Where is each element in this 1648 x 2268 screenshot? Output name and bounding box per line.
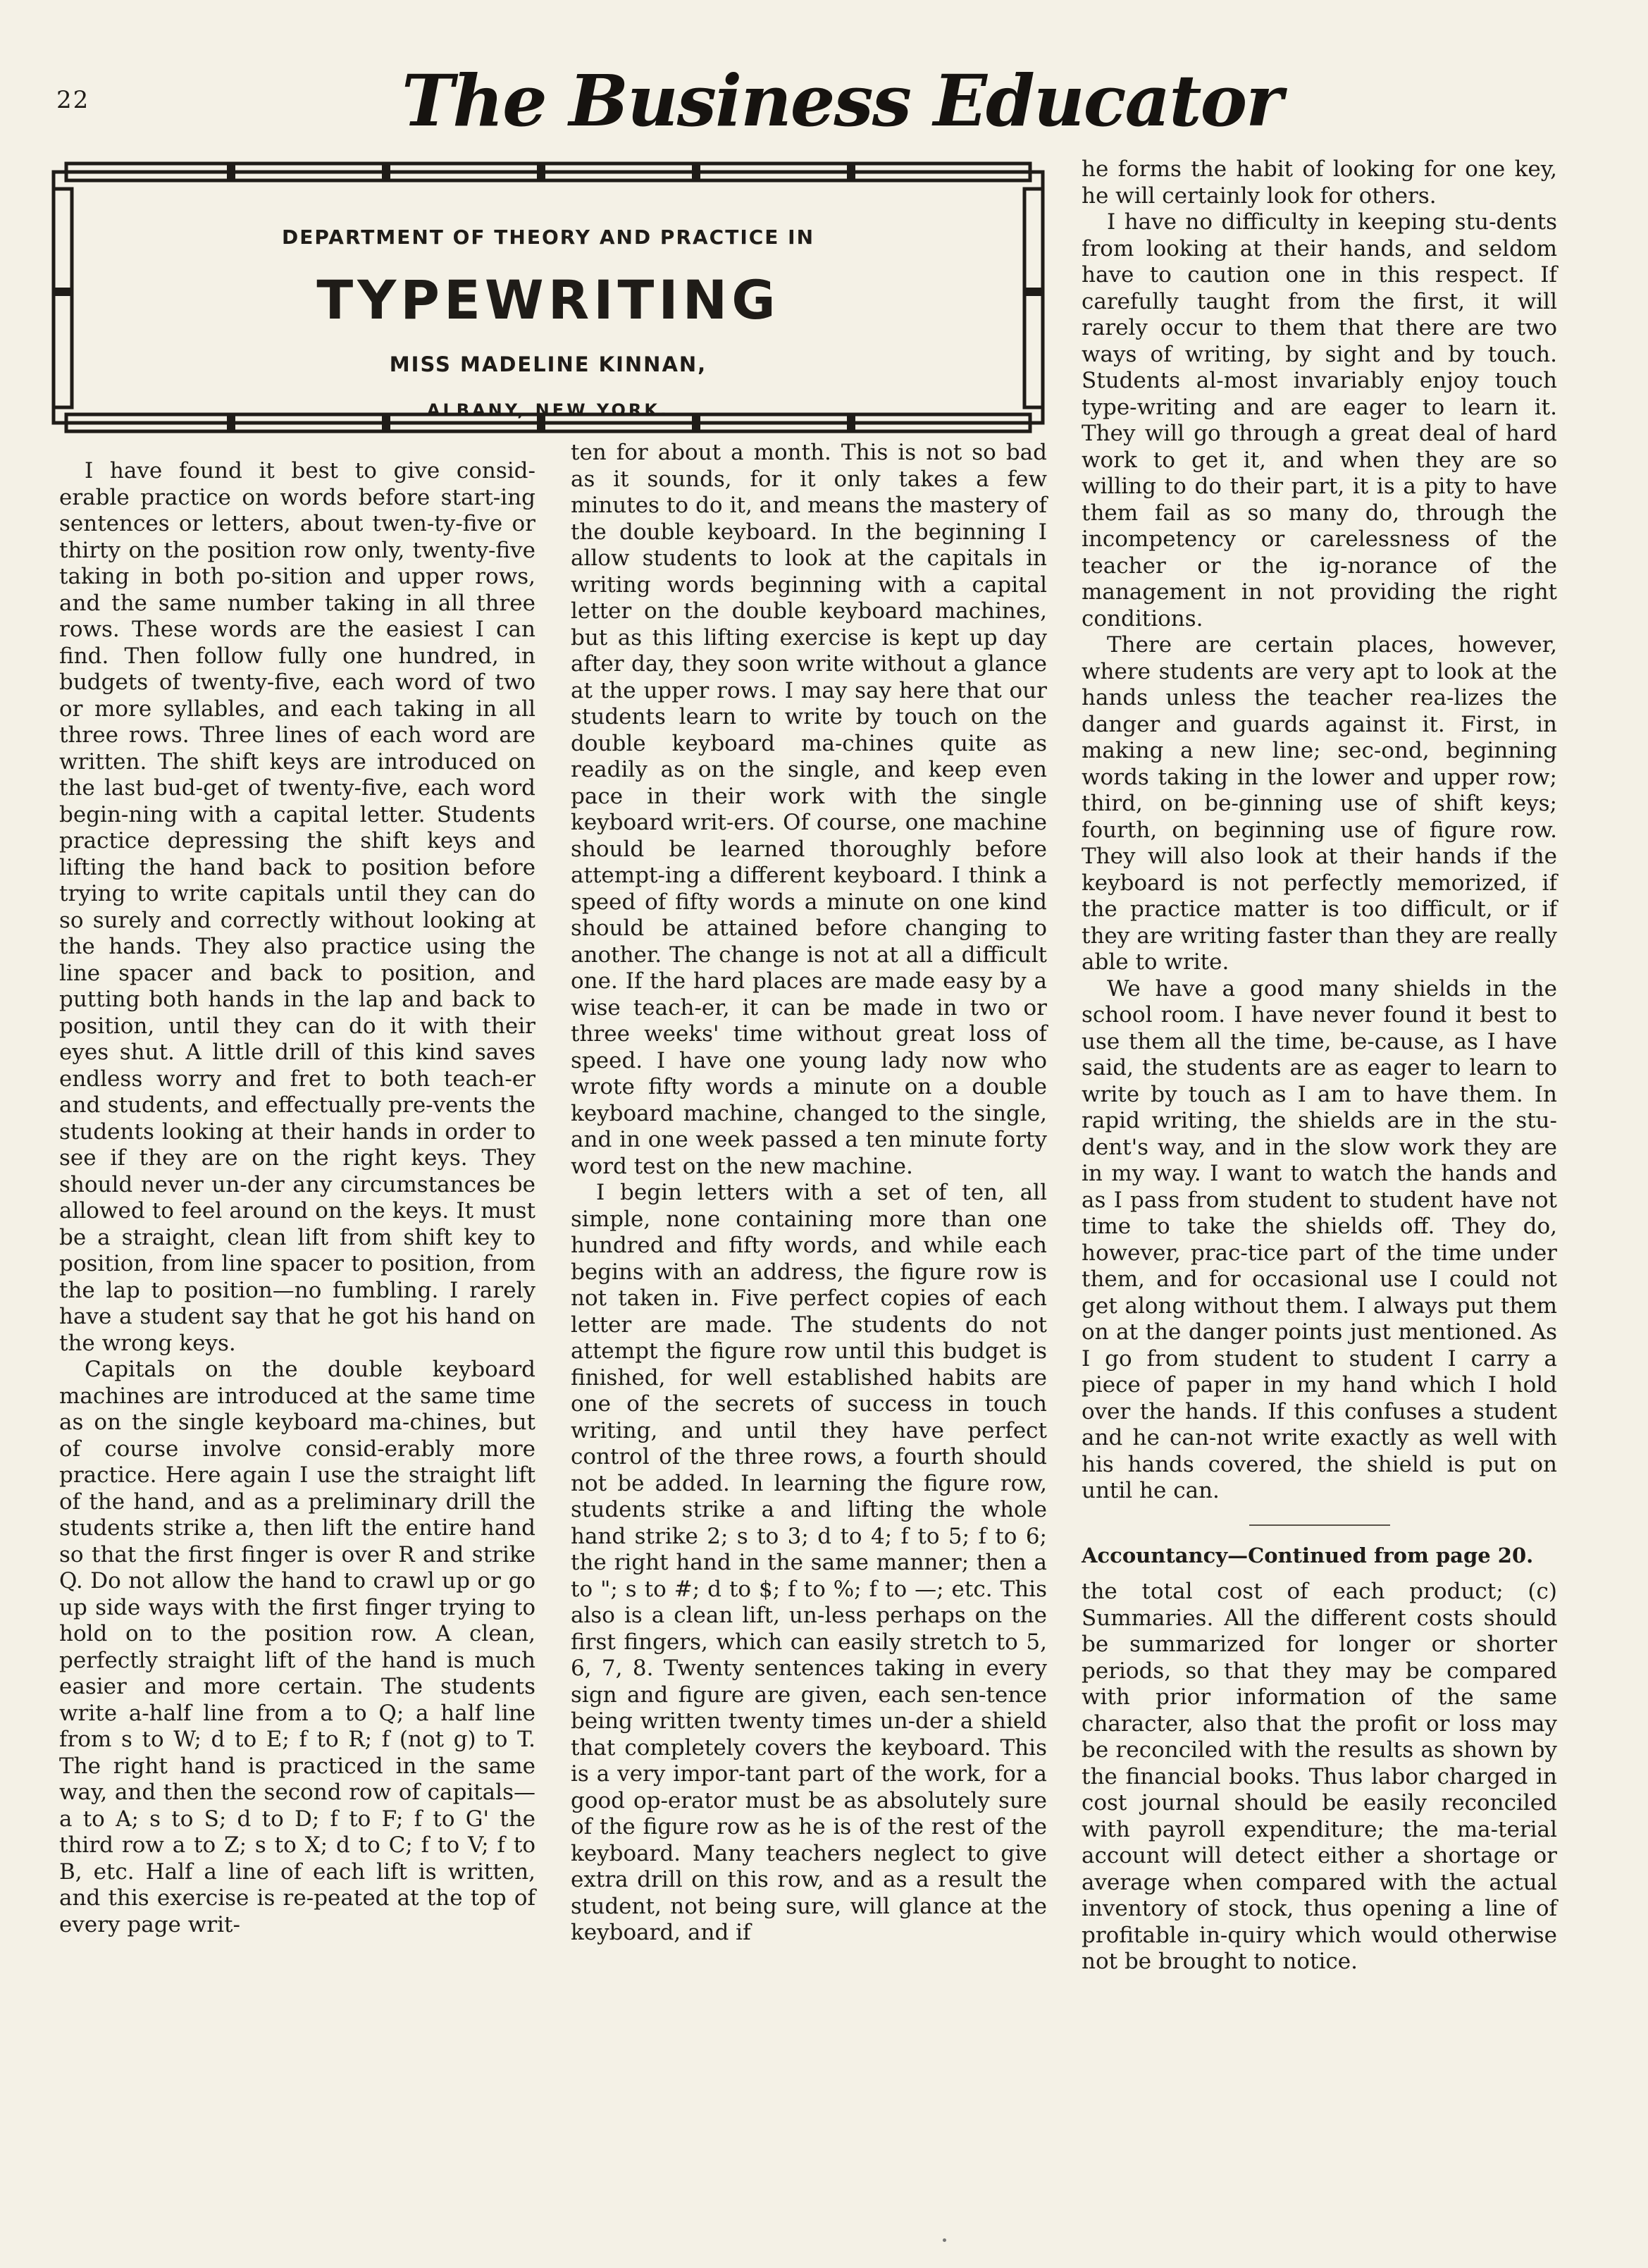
paragraph: We have a good many shields in the school room. I have never found it best to use them all the time, be-cause, as I have said, the students are as eager to learn to write by touch as I am to have them. In rapid writing, the shields are in the stu-dent's way, and in the slow work they are in my way. I want to watch the hands and as I pass from student to student have not time to take the shields off. They do, however, prac-tice part of the time under them, and for occasional use I could not get along without them. I always put them on at the danger points just mentioned. As I go from student to student I carry a piece of paper in my hand which I hold over the hands. If this confuses a student and he can-not write exactly as well with his hands covered, the shield is put on until he can. <box>1082 975 1557 1503</box>
paragraph: Capitals on the double keyboard machines are introduced at the same time as on the single keyboard ma-chines, but of course involve consid-erably more practice. Here again I use the straight lift of the hand, and as a preliminary drill the students strike a, then lift the entire hand so that the first finger is over R and strike Q. Do not allow the hand to crawl up or go up side ways with the first finger trying to hold on to the position row. A clean, perfectly straight lift of the hand is much easier and more certain. The students write a-half line from a to Q; a half line from s to W; d to E; f to R; f (not g) to T. The right hand is practiced in the same way, and then the second row of capitals—a to A; s to S; d to D; f to F; f to G' the third row a to Z; s to X; d to C; f to V; f to B, etc. Half a line of each lift is written, and this exercise is re-peated at the top of every page writ- <box>59 1357 535 1937</box>
accountancy-heading: Accountancy—Continued from page 20. <box>1082 1543 1534 1567</box>
page-mark <box>943 2238 946 2242</box>
paragraph: ten for about a month. This is not so bad as it sounds, for it only takes a few minutes to do it, and means the mastery of the double keyboard. In the beginning I allow students to look at the capitals in writing words beginning with a capital letter on the double keyboard machines, but as this lifting exercise is kept up day after day, they soon write without a glance at the upper rows. I may say here that our students learn to write by touch on the double keyboard ma-chines quite as readily as on the single, and keep even pace in their work with the single keyboard writ-ers. Of course, one machine should be learned thoroughly before attempt-ing a different keyboard. I think a speed of fifty words a minute on one kind should be attained before changing to another. The change is not at all a difficult one. If the hard places are made easy by a wise teach-er, it can be made in two or three weeks' time without great loss of speed. I have one young lady now who wrote fifty words a minute on a double keyboard machine, changed to the single, and in one week passed a ten minute forty word test on the new machine. <box>571 440 1047 1179</box>
department-location: ALBANY, NEW YORK. <box>426 400 670 420</box>
department-subtitle: DEPARTMENT OF THEORY AND PRACTICE IN <box>281 226 815 249</box>
paragraph: I have found it best to give consid-erable practice on words before start-ing sentences or letters, about twen-ty-five or thirty on the position row only, twenty-five taking in both po-sition and upper rows, and the same number taking in all three rows. These words are the easiest I can find. Then follow fully one hundred, in budgets of twenty-five, each word of two or more syllables, and each taking in all three rows. Three lines of each word are written. The shift keys are introduced on the last bud-get of twenty-five, each word begin-ning with a capital letter. Students practice depressing the shift keys and lifting the hand back to position before trying to write capitals until they can do so surely and correctly without looking at the hands. They also practice using the line spacer and back to position, and putting both hands in the lap and back to position, until they can do it with their eyes shut. A little drill of this kind saves endless worry and fret to both teach-er and students, and effectually pre-vents the students looking at their hands in order to see if they are on the right keys. They should never un-der any circumstances be allowed to feel around on the keys. It must be a straight, clean lift from shift key to position, from line spacer to position, from the lap to position—no fumbling. I rarely have a student say that he got his hand on the wrong keys. <box>59 458 535 1356</box>
text-column-2 <box>571 440 1047 1947</box>
paragraph: he forms the habit of looking for one key, he will certainly look for others. <box>1082 156 1557 209</box>
masthead <box>366 55 1311 147</box>
department-author: MISS MADELINE KINNAN, <box>389 352 707 376</box>
text-column-3 <box>1082 156 1557 1976</box>
section-divider <box>1249 1524 1390 1526</box>
page-number: 22 <box>56 86 90 114</box>
department-header-box <box>51 161 1046 434</box>
paragraph: There are certain places, however, where students are very apt to look at the hands unless the teacher rea-lizes the danger and guards against it. First, in making a new line; sec-ond, beginning words taking in the lower and upper row; third, on be-ginning use of shift keys; fourth, on beginning use of figure row. They will also look at their hands if the keyboard is not perfectly memorized, if the practice matter is too difficult, or if they are writing faster than they are really able to write. <box>1082 632 1557 975</box>
accountancy-paragraph: the total cost of each product; (c) Summaries. All the different costs should be summarized for longer or shorter periods, so that they may be compared with prior information of the same character, also that the profit or loss may be reconciled with the results as shown by the financial books. Thus labor charged in cost journal should be easily reconciled with payroll expenditure; the ma-terial account will detect either a shortage or average when compared with the actual inventory of stock, thus opening a line of profitable in-quiry which would otherwise not be brought to notice. <box>1082 1579 1557 1974</box>
paragraph: I begin letters with a set of ten, all simple, none containing more than one hundred and fifty words, and while each begins with an address, the figure row is not taken in. Five perfect copies of each letter are made. The students do not attempt the figure row until this budget is finished, for well established habits are one of the secrets of success in touch writing, and until they have perfect control of the three rows, a fourth should not be added. In learning the figure row, students strike a and lifting the whole hand strike 2; s to 3; d to 4; f to 5; f to 6; the right hand in the same manner; then a to "; s to #; d to $; f to %; f to —; etc. This also is a clean lift, un-less perhaps on the first fingers, which can easily stretch to 5, 6, 7, 8. Twenty sentences taking in every sign and figure are given, each sen-tence being written twenty times un-der a shield that completely covers the keyboard. This is a very impor-tant part of the work, for a good op-erator must be as absolutely sure of the figure row as he is of the rest of the keyboard. Many teachers neglect to give extra drill on this row, and as a result the student, not being sure, will glance at the keyboard, and if <box>571 1180 1047 1945</box>
text-column-1 <box>59 458 535 1938</box>
paragraph: I have no difficulty in keeping stu-dents from looking at their hands, and seldom have to caution one in this respect. If carefully taught from the first, it will rarely occur to them that there are two ways of writing, by sight and by touch. Students al-most invariably enjoy touch type-writing and are eager to learn it. They will go through a great deal of hard work to get it, and when they are so willing to do their part, it is a pity to have them fail as so many do, through the incompetency or carelessness of the teacher or the ig-norance of the management in not providing the right conditions. <box>1082 209 1557 631</box>
department-title: TYPEWRITING <box>316 269 780 331</box>
masthead-title: The Business Educator <box>402 59 1282 142</box>
